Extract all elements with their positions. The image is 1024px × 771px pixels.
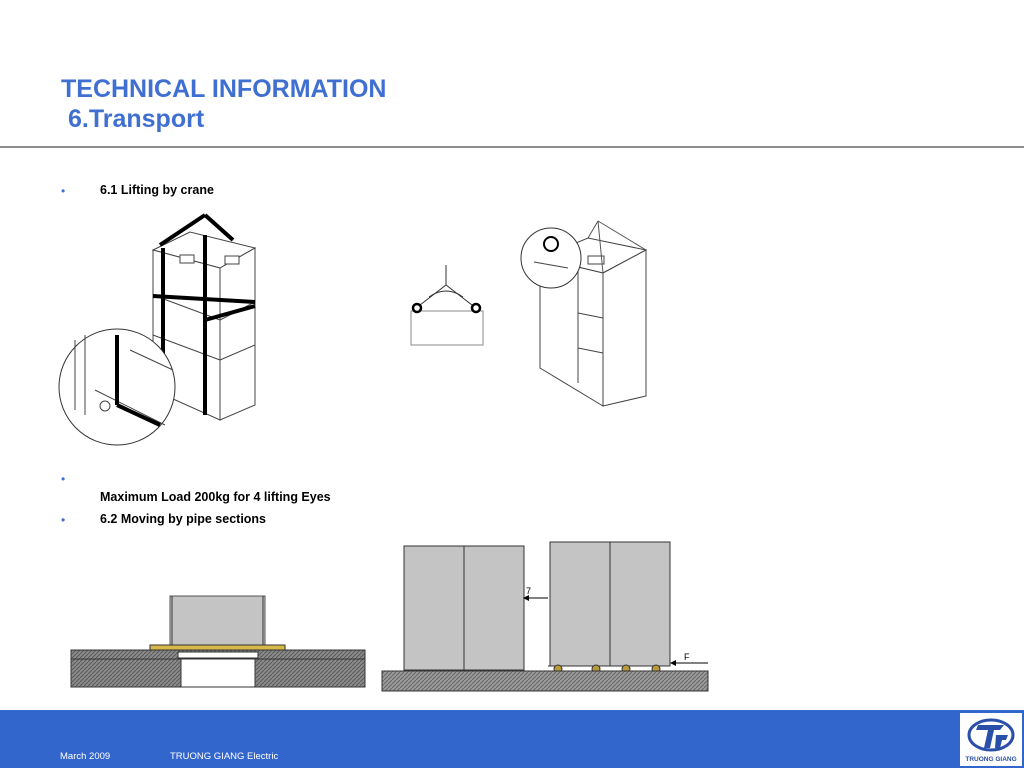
header-divider bbox=[0, 146, 1024, 148]
footer-date: March 2009 bbox=[60, 751, 111, 762]
lifting-eye-detail bbox=[405, 265, 490, 350]
max-load-note: Maximum Load 200kg for 4 lifting Eyes bbox=[100, 490, 331, 504]
footer-company: TRUONG GIANG Electric bbox=[170, 751, 279, 762]
section-lifting-label: 6.1 Lifting by crane bbox=[100, 183, 214, 197]
crane-eye-figure bbox=[518, 218, 653, 413]
company-logo bbox=[960, 713, 1022, 766]
section-moving-label: 6.2 Moving by pipe sections bbox=[100, 512, 267, 526]
bullet-marker: • bbox=[61, 513, 66, 527]
moving-cabinets-figure bbox=[380, 540, 712, 694]
force-label-top: 7 bbox=[526, 586, 532, 596]
title-sub: 6.Transport bbox=[68, 105, 205, 133]
force-label-bottom: F bbox=[684, 652, 690, 662]
logo-text: TRUONG GIANG bbox=[965, 756, 1017, 763]
footer-band bbox=[0, 710, 1024, 768]
slide-title bbox=[61, 74, 386, 134]
bullet-marker: • bbox=[61, 472, 66, 486]
pipe-section-figure bbox=[68, 594, 368, 692]
logo-icon bbox=[960, 713, 1022, 766]
title-main: TECHNICAL INFORMATION bbox=[61, 75, 387, 103]
crane-sling-figure bbox=[55, 210, 270, 450]
bullet-marker: • bbox=[61, 184, 66, 198]
